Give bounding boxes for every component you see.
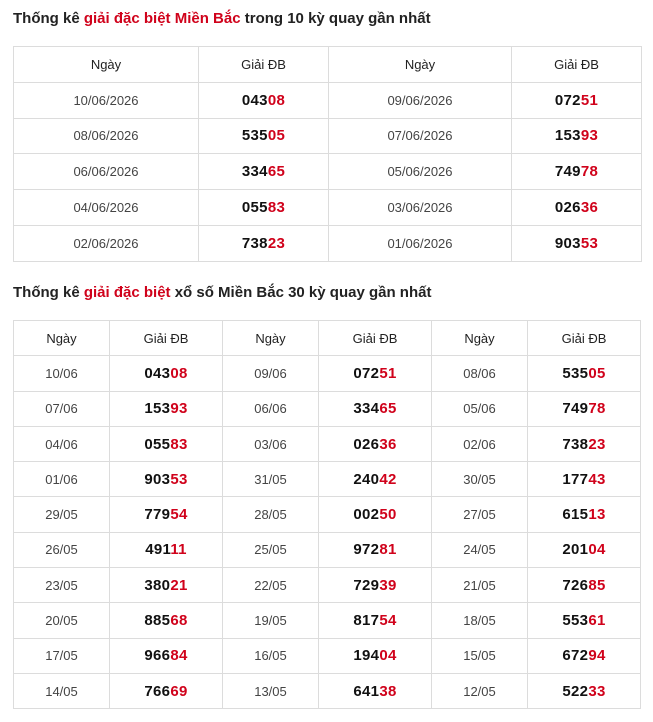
draw-date: 01/06 bbox=[14, 462, 110, 497]
prize-leading-digits: 535 bbox=[241, 127, 268, 145]
special-prize-number bbox=[110, 532, 223, 567]
prize-leading-digits: 553 bbox=[562, 612, 589, 630]
table-row bbox=[14, 603, 641, 638]
table-row bbox=[14, 638, 641, 673]
draw-date: 13/05 bbox=[223, 673, 319, 708]
draw-date: 03/06/2026 bbox=[329, 190, 512, 226]
draw-date: 22/05 bbox=[223, 568, 319, 603]
draw-date: 09/06 bbox=[223, 356, 319, 391]
title-suffix: xổ số Miền Bắc 30 kỳ quay gần nhất bbox=[170, 284, 432, 301]
special-prize-number bbox=[110, 603, 223, 638]
prize-leading-digits: 966 bbox=[144, 647, 171, 665]
prize-last-two-digits: 84 bbox=[170, 647, 188, 665]
section-title-30-draws bbox=[13, 284, 431, 301]
special-prize-number bbox=[110, 462, 223, 497]
col-header-prize: Giải ĐB bbox=[110, 321, 223, 356]
prize-last-two-digits: 39 bbox=[379, 576, 397, 594]
prize-last-two-digits: 54 bbox=[170, 506, 188, 524]
prize-leading-digits: 738 bbox=[241, 234, 268, 252]
special-prize-number bbox=[319, 603, 432, 638]
table-row bbox=[14, 497, 641, 532]
prize-last-two-digits: 21 bbox=[170, 576, 188, 594]
draw-date: 07/06/2026 bbox=[329, 118, 512, 154]
table-row bbox=[14, 673, 641, 708]
draw-date: 30/05 bbox=[432, 462, 528, 497]
prize-leading-digits: 240 bbox=[353, 470, 380, 488]
prize-leading-digits: 334 bbox=[353, 400, 380, 418]
prize-last-two-digits: 54 bbox=[379, 612, 397, 630]
prize-last-two-digits: 08 bbox=[267, 91, 286, 109]
draw-date: 27/05 bbox=[432, 497, 528, 532]
prize-leading-digits: 779 bbox=[144, 506, 171, 524]
table-row bbox=[14, 154, 642, 190]
prize-last-two-digits: 69 bbox=[170, 682, 188, 700]
prize-leading-digits: 535 bbox=[562, 364, 589, 382]
table-row bbox=[14, 568, 641, 603]
special-prize-number bbox=[110, 426, 223, 461]
prize-leading-digits: 766 bbox=[144, 682, 171, 700]
draw-date: 18/05 bbox=[432, 603, 528, 638]
draw-date: 05/06/2026 bbox=[329, 154, 512, 190]
special-prize-number bbox=[528, 603, 641, 638]
draw-date: 04/06/2026 bbox=[14, 190, 199, 226]
table-header-row bbox=[14, 47, 642, 83]
section-title-10-draws bbox=[13, 10, 431, 27]
special-prize-number bbox=[110, 356, 223, 391]
draw-date: 14/05 bbox=[14, 673, 110, 708]
draw-date: 02/06 bbox=[432, 426, 528, 461]
table-30-draws bbox=[13, 320, 641, 709]
prize-last-two-digits: 83 bbox=[267, 199, 286, 217]
draw-date: 29/05 bbox=[14, 497, 110, 532]
draw-date: 08/06/2026 bbox=[14, 118, 199, 154]
col-header-date: Ngày bbox=[14, 47, 199, 83]
draw-date: 05/06 bbox=[432, 391, 528, 426]
prize-last-two-digits: 05 bbox=[267, 127, 286, 145]
col-header-prize: Giải ĐB bbox=[512, 47, 642, 83]
draw-date: 24/05 bbox=[432, 532, 528, 567]
table-row bbox=[14, 391, 641, 426]
prize-last-two-digits: 61 bbox=[588, 612, 606, 630]
prize-leading-digits: 002 bbox=[353, 506, 380, 524]
title-suffix: trong 10 kỳ quay gần nhất bbox=[240, 10, 431, 27]
special-prize-number bbox=[319, 532, 432, 567]
prize-last-two-digits: 65 bbox=[267, 163, 286, 181]
title-prefix: Thống kê bbox=[13, 10, 84, 27]
prize-last-two-digits: 08 bbox=[170, 364, 188, 382]
prize-leading-digits: 072 bbox=[554, 91, 581, 109]
prize-leading-digits: 903 bbox=[554, 234, 581, 252]
col-header-date: Ngày bbox=[329, 47, 512, 83]
table-row bbox=[14, 190, 642, 226]
prize-leading-digits: 055 bbox=[144, 435, 171, 453]
prize-leading-digits: 194 bbox=[353, 647, 380, 665]
prize-last-two-digits: 05 bbox=[588, 364, 606, 382]
prize-leading-digits: 334 bbox=[241, 163, 268, 181]
prize-last-two-digits: 23 bbox=[588, 435, 606, 453]
prize-leading-digits: 749 bbox=[554, 163, 581, 181]
prize-leading-digits: 026 bbox=[554, 199, 581, 217]
prize-leading-digits: 615 bbox=[562, 506, 589, 524]
prize-leading-digits: 729 bbox=[353, 576, 380, 594]
prize-leading-digits: 726 bbox=[562, 576, 589, 594]
table-row bbox=[14, 82, 642, 118]
special-prize-number bbox=[319, 462, 432, 497]
prize-last-two-digits: 04 bbox=[588, 541, 606, 559]
prize-last-two-digits: 65 bbox=[379, 400, 397, 418]
prize-last-two-digits: 42 bbox=[379, 470, 397, 488]
special-prize-number bbox=[528, 568, 641, 603]
special-prize-number bbox=[319, 673, 432, 708]
prize-last-two-digits: 85 bbox=[588, 576, 606, 594]
prize-last-two-digits: 53 bbox=[580, 234, 599, 252]
table-row bbox=[14, 225, 642, 261]
draw-date: 06/06/2026 bbox=[14, 154, 199, 190]
special-prize-number bbox=[528, 391, 641, 426]
col-header-prize: Giải ĐB bbox=[528, 321, 641, 356]
draw-date: 16/05 bbox=[223, 638, 319, 673]
title-highlight: giải đặc biệt Miền Bắc bbox=[83, 10, 241, 27]
draw-date: 09/06/2026 bbox=[329, 82, 512, 118]
special-prize-number bbox=[319, 638, 432, 673]
prize-last-two-digits: 23 bbox=[267, 234, 286, 252]
draw-date: 12/05 bbox=[432, 673, 528, 708]
special-prize-number bbox=[528, 497, 641, 532]
prize-leading-digits: 972 bbox=[353, 541, 380, 559]
prize-leading-digits: 043 bbox=[144, 364, 171, 382]
prize-leading-digits: 153 bbox=[144, 400, 171, 418]
draw-date: 07/06 bbox=[14, 391, 110, 426]
draw-date: 31/05 bbox=[223, 462, 319, 497]
special-prize-number bbox=[528, 638, 641, 673]
prize-leading-digits: 043 bbox=[241, 91, 268, 109]
draw-date: 06/06 bbox=[223, 391, 319, 426]
prize-last-two-digits: 81 bbox=[379, 541, 397, 559]
special-prize-number bbox=[528, 532, 641, 567]
draw-date: 15/05 bbox=[432, 638, 528, 673]
col-header-prize: Giải ĐB bbox=[199, 47, 329, 83]
draw-date: 03/06 bbox=[223, 426, 319, 461]
special-prize-number bbox=[512, 190, 642, 226]
special-prize-number bbox=[110, 497, 223, 532]
title-highlight: giải đặc biệt bbox=[83, 284, 171, 301]
col-header-date: Ngày bbox=[223, 321, 319, 356]
prize-last-two-digits: 93 bbox=[580, 127, 599, 145]
draw-date: 01/06/2026 bbox=[329, 225, 512, 261]
prize-last-two-digits: 04 bbox=[379, 647, 397, 665]
special-prize-number bbox=[528, 356, 641, 391]
special-prize-number bbox=[319, 356, 432, 391]
prize-leading-digits: 072 bbox=[353, 364, 380, 382]
draw-date: 04/06 bbox=[14, 426, 110, 461]
prize-last-two-digits: 38 bbox=[379, 682, 397, 700]
prize-leading-digits: 641 bbox=[353, 682, 380, 700]
special-prize-number bbox=[512, 225, 642, 261]
prize-leading-digits: 672 bbox=[562, 647, 589, 665]
prize-last-two-digits: 36 bbox=[580, 199, 599, 217]
special-prize-number bbox=[319, 426, 432, 461]
table-row bbox=[14, 462, 641, 497]
prize-leading-digits: 522 bbox=[562, 682, 589, 700]
prize-last-two-digits: 36 bbox=[379, 435, 397, 453]
special-prize-number bbox=[199, 154, 329, 190]
special-prize-number bbox=[110, 638, 223, 673]
prize-last-two-digits: 51 bbox=[379, 364, 397, 382]
col-header-date: Ngày bbox=[14, 321, 110, 356]
draw-date: 23/05 bbox=[14, 568, 110, 603]
col-header-prize: Giải ĐB bbox=[319, 321, 432, 356]
prize-last-two-digits: 50 bbox=[379, 506, 397, 524]
prize-last-two-digits: 83 bbox=[170, 435, 188, 453]
prize-last-two-digits: 13 bbox=[588, 506, 606, 524]
draw-date: 25/05 bbox=[223, 532, 319, 567]
prize-last-two-digits: 11 bbox=[170, 541, 187, 559]
special-prize-number bbox=[512, 82, 642, 118]
special-prize-number bbox=[512, 154, 642, 190]
special-prize-number bbox=[528, 673, 641, 708]
prize-last-two-digits: 68 bbox=[170, 612, 188, 630]
special-prize-number bbox=[110, 673, 223, 708]
special-prize-number bbox=[528, 462, 641, 497]
special-prize-number bbox=[512, 118, 642, 154]
prize-last-two-digits: 53 bbox=[170, 470, 188, 488]
table-row bbox=[14, 118, 642, 154]
special-prize-number bbox=[110, 391, 223, 426]
prize-leading-digits: 380 bbox=[144, 576, 171, 594]
table-row bbox=[14, 532, 641, 567]
prize-leading-digits: 738 bbox=[562, 435, 589, 453]
special-prize-number bbox=[319, 497, 432, 532]
special-prize-number bbox=[199, 82, 329, 118]
special-prize-number bbox=[319, 568, 432, 603]
draw-date: 21/05 bbox=[432, 568, 528, 603]
draw-date: 19/05 bbox=[223, 603, 319, 638]
draw-date: 02/06/2026 bbox=[14, 225, 199, 261]
prize-last-two-digits: 33 bbox=[588, 682, 606, 700]
draw-date: 10/06 bbox=[14, 356, 110, 391]
table-row bbox=[14, 426, 641, 461]
prize-last-two-digits: 51 bbox=[580, 91, 599, 109]
special-prize-number bbox=[528, 426, 641, 461]
special-prize-number bbox=[110, 568, 223, 603]
prize-last-two-digits: 93 bbox=[170, 400, 188, 418]
prize-last-two-digits: 78 bbox=[588, 400, 606, 418]
col-header-date: Ngày bbox=[432, 321, 528, 356]
title-prefix: Thống kê bbox=[13, 284, 84, 301]
prize-leading-digits: 201 bbox=[562, 541, 589, 559]
special-prize-number bbox=[199, 118, 329, 154]
special-prize-number bbox=[199, 225, 329, 261]
draw-date: 20/05 bbox=[14, 603, 110, 638]
draw-date: 28/05 bbox=[223, 497, 319, 532]
prize-leading-digits: 817 bbox=[353, 612, 380, 630]
prize-leading-digits: 885 bbox=[144, 612, 171, 630]
prize-leading-digits: 177 bbox=[562, 470, 589, 488]
special-prize-number bbox=[319, 391, 432, 426]
prize-leading-digits: 026 bbox=[353, 435, 380, 453]
table-10-draws bbox=[13, 46, 642, 262]
draw-date: 10/06/2026 bbox=[14, 82, 199, 118]
prize-leading-digits: 491 bbox=[145, 541, 171, 559]
prize-leading-digits: 903 bbox=[144, 470, 171, 488]
prize-leading-digits: 749 bbox=[562, 400, 589, 418]
prize-last-two-digits: 94 bbox=[588, 647, 606, 665]
prize-leading-digits: 055 bbox=[241, 199, 268, 217]
table-row bbox=[14, 356, 641, 391]
table-header-row bbox=[14, 321, 641, 356]
prize-leading-digits: 153 bbox=[554, 127, 581, 145]
special-prize-number bbox=[199, 190, 329, 226]
draw-date: 26/05 bbox=[14, 532, 110, 567]
draw-date: 08/06 bbox=[432, 356, 528, 391]
draw-date: 17/05 bbox=[14, 638, 110, 673]
prize-last-two-digits: 78 bbox=[580, 163, 599, 181]
prize-last-two-digits: 43 bbox=[588, 470, 606, 488]
